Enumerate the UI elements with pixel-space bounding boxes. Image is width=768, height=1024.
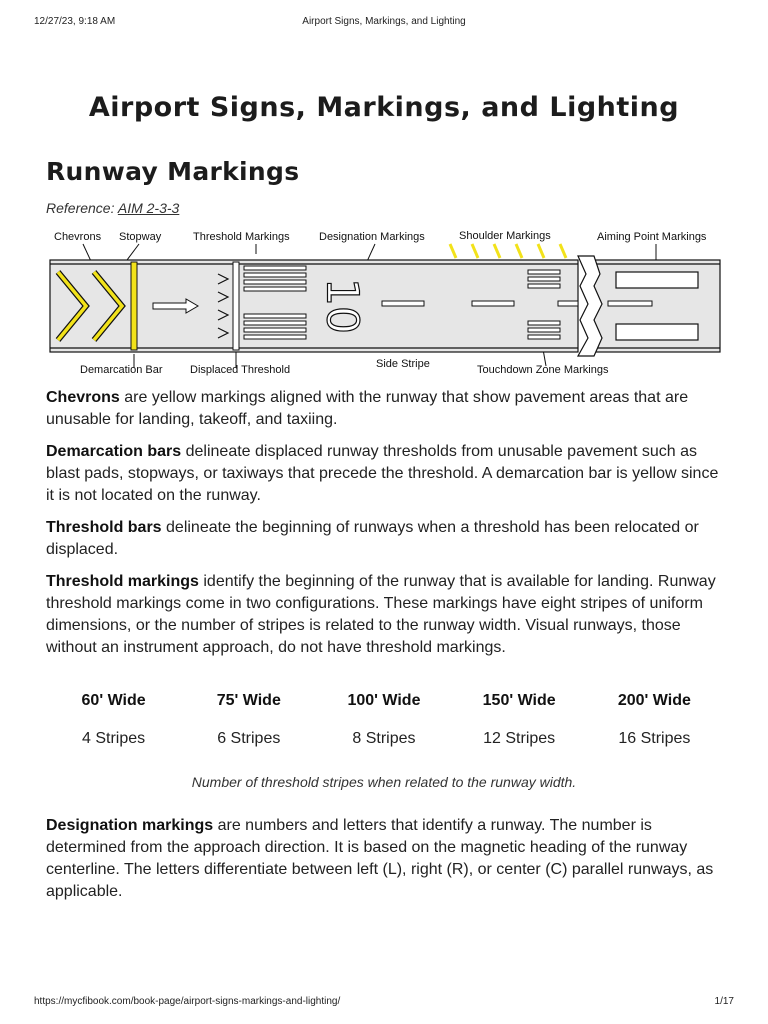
label-stopway: Stopway bbox=[119, 231, 162, 243]
term-designation-markings: Designation markings bbox=[46, 817, 214, 834]
table-header-cell: 200' Wide bbox=[617, 692, 691, 709]
label-side-stripe: Side Stripe bbox=[376, 358, 430, 370]
runway-markings-diagram bbox=[46, 226, 726, 378]
reference-label: Reference: bbox=[46, 200, 115, 216]
term-threshold-markings: Threshold markings bbox=[46, 573, 199, 590]
print-page-title: Airport Signs, Markings, and Lighting bbox=[302, 16, 466, 27]
table-cell: 6 Stripes bbox=[217, 730, 281, 747]
text-chevrons: are yellow markings aligned with the runway that show pavement areas that are unusable for landing, takeoff, and taxiing. bbox=[46, 389, 689, 428]
label-displaced-threshold: Displaced Threshold bbox=[190, 364, 291, 376]
threshold-stripes-table bbox=[46, 686, 722, 762]
label-touchdown-zone-markings: Touchdown Zone Markings bbox=[477, 364, 609, 376]
term-threshold-bars: Threshold bars bbox=[46, 519, 162, 536]
table-header-cell: 60' Wide bbox=[81, 692, 146, 709]
term-chevrons: Chevrons bbox=[46, 389, 120, 406]
text-threshold-markings: identify the beginning of the runway that is available for landing. Runway threshold markings come in two configurations. These markings have eight stripes of uniform dimensions, or the number of stripes is related to the runway width. Visual runways, those without an instrument approach, do not have threshold markings. bbox=[46, 573, 716, 656]
label-chevrons: Chevrons bbox=[54, 231, 102, 243]
table-header-cell: 150' Wide bbox=[482, 692, 556, 709]
label-demarcation-bar: Demarcation Bar bbox=[80, 364, 163, 376]
runway-designation-number: 10 bbox=[316, 278, 368, 334]
paragraph-chevrons bbox=[46, 387, 722, 431]
table-caption: Number of threshold stripes when related to the runway width. bbox=[191, 774, 577, 790]
print-timestamp: 12/27/23, 9:18 AM bbox=[34, 16, 116, 27]
paragraph-designation-markings bbox=[46, 815, 722, 903]
print-footer bbox=[34, 996, 734, 1010]
paragraph-threshold-markings bbox=[46, 571, 722, 659]
table-cell: 16 Stripes bbox=[618, 730, 691, 747]
table-header-cell: 100' Wide bbox=[347, 692, 421, 709]
print-page-number: 1/17 bbox=[714, 996, 734, 1007]
paragraph-threshold-bars bbox=[46, 517, 722, 561]
text-demarcation-bars: delineate displaced runway thresholds from unusable pavement such as blast pads, stopways, or taxiways that precede the threshold. A demarcation bar is yellow since it is not located on the runway. bbox=[46, 443, 719, 504]
reference-link[interactable]: AIM 2-3-3 bbox=[117, 200, 180, 216]
page-title: Airport Signs, Markings, and Lighting bbox=[88, 92, 680, 123]
text-threshold-bars: delineate the beginning of runways when a threshold has been relocated or displaced. bbox=[46, 519, 699, 558]
label-shoulder-markings: Shoulder Markings bbox=[459, 230, 551, 242]
table-header-row bbox=[46, 686, 722, 716]
table-cell: 12 Stripes bbox=[483, 730, 556, 747]
section-heading: Runway Markings bbox=[46, 157, 300, 186]
label-threshold-markings: Threshold Markings bbox=[193, 231, 290, 243]
print-header bbox=[34, 16, 734, 30]
table-row bbox=[46, 716, 722, 762]
paragraph-demarcation-bars bbox=[46, 441, 722, 507]
reference-line bbox=[46, 200, 179, 216]
table-cell: 8 Stripes bbox=[352, 730, 416, 747]
threshold-bar bbox=[233, 262, 239, 350]
table-cell: 4 Stripes bbox=[82, 730, 146, 747]
text-designation-markings: are numbers and letters that identify a runway. The number is determined from the approach direction. It is based on the magnetic heading of the runway centerline. The letters differentiate between left (L), right (R), or center (C) parallel runways, as applicable. bbox=[46, 817, 714, 900]
label-aiming-point-markings: Aiming Point Markings bbox=[597, 231, 707, 243]
runway-break bbox=[578, 256, 602, 356]
demarcation-bar bbox=[131, 262, 137, 350]
table-header-cell: 75' Wide bbox=[216, 692, 281, 709]
term-demarcation-bars: Demarcation bars bbox=[46, 443, 182, 460]
shoulder-markings bbox=[450, 244, 566, 258]
print-url: https://mycfibook.com/book-page/airport-signs-markings-and-lighting/ bbox=[34, 996, 341, 1007]
label-designation-markings: Designation Markings bbox=[319, 231, 425, 243]
